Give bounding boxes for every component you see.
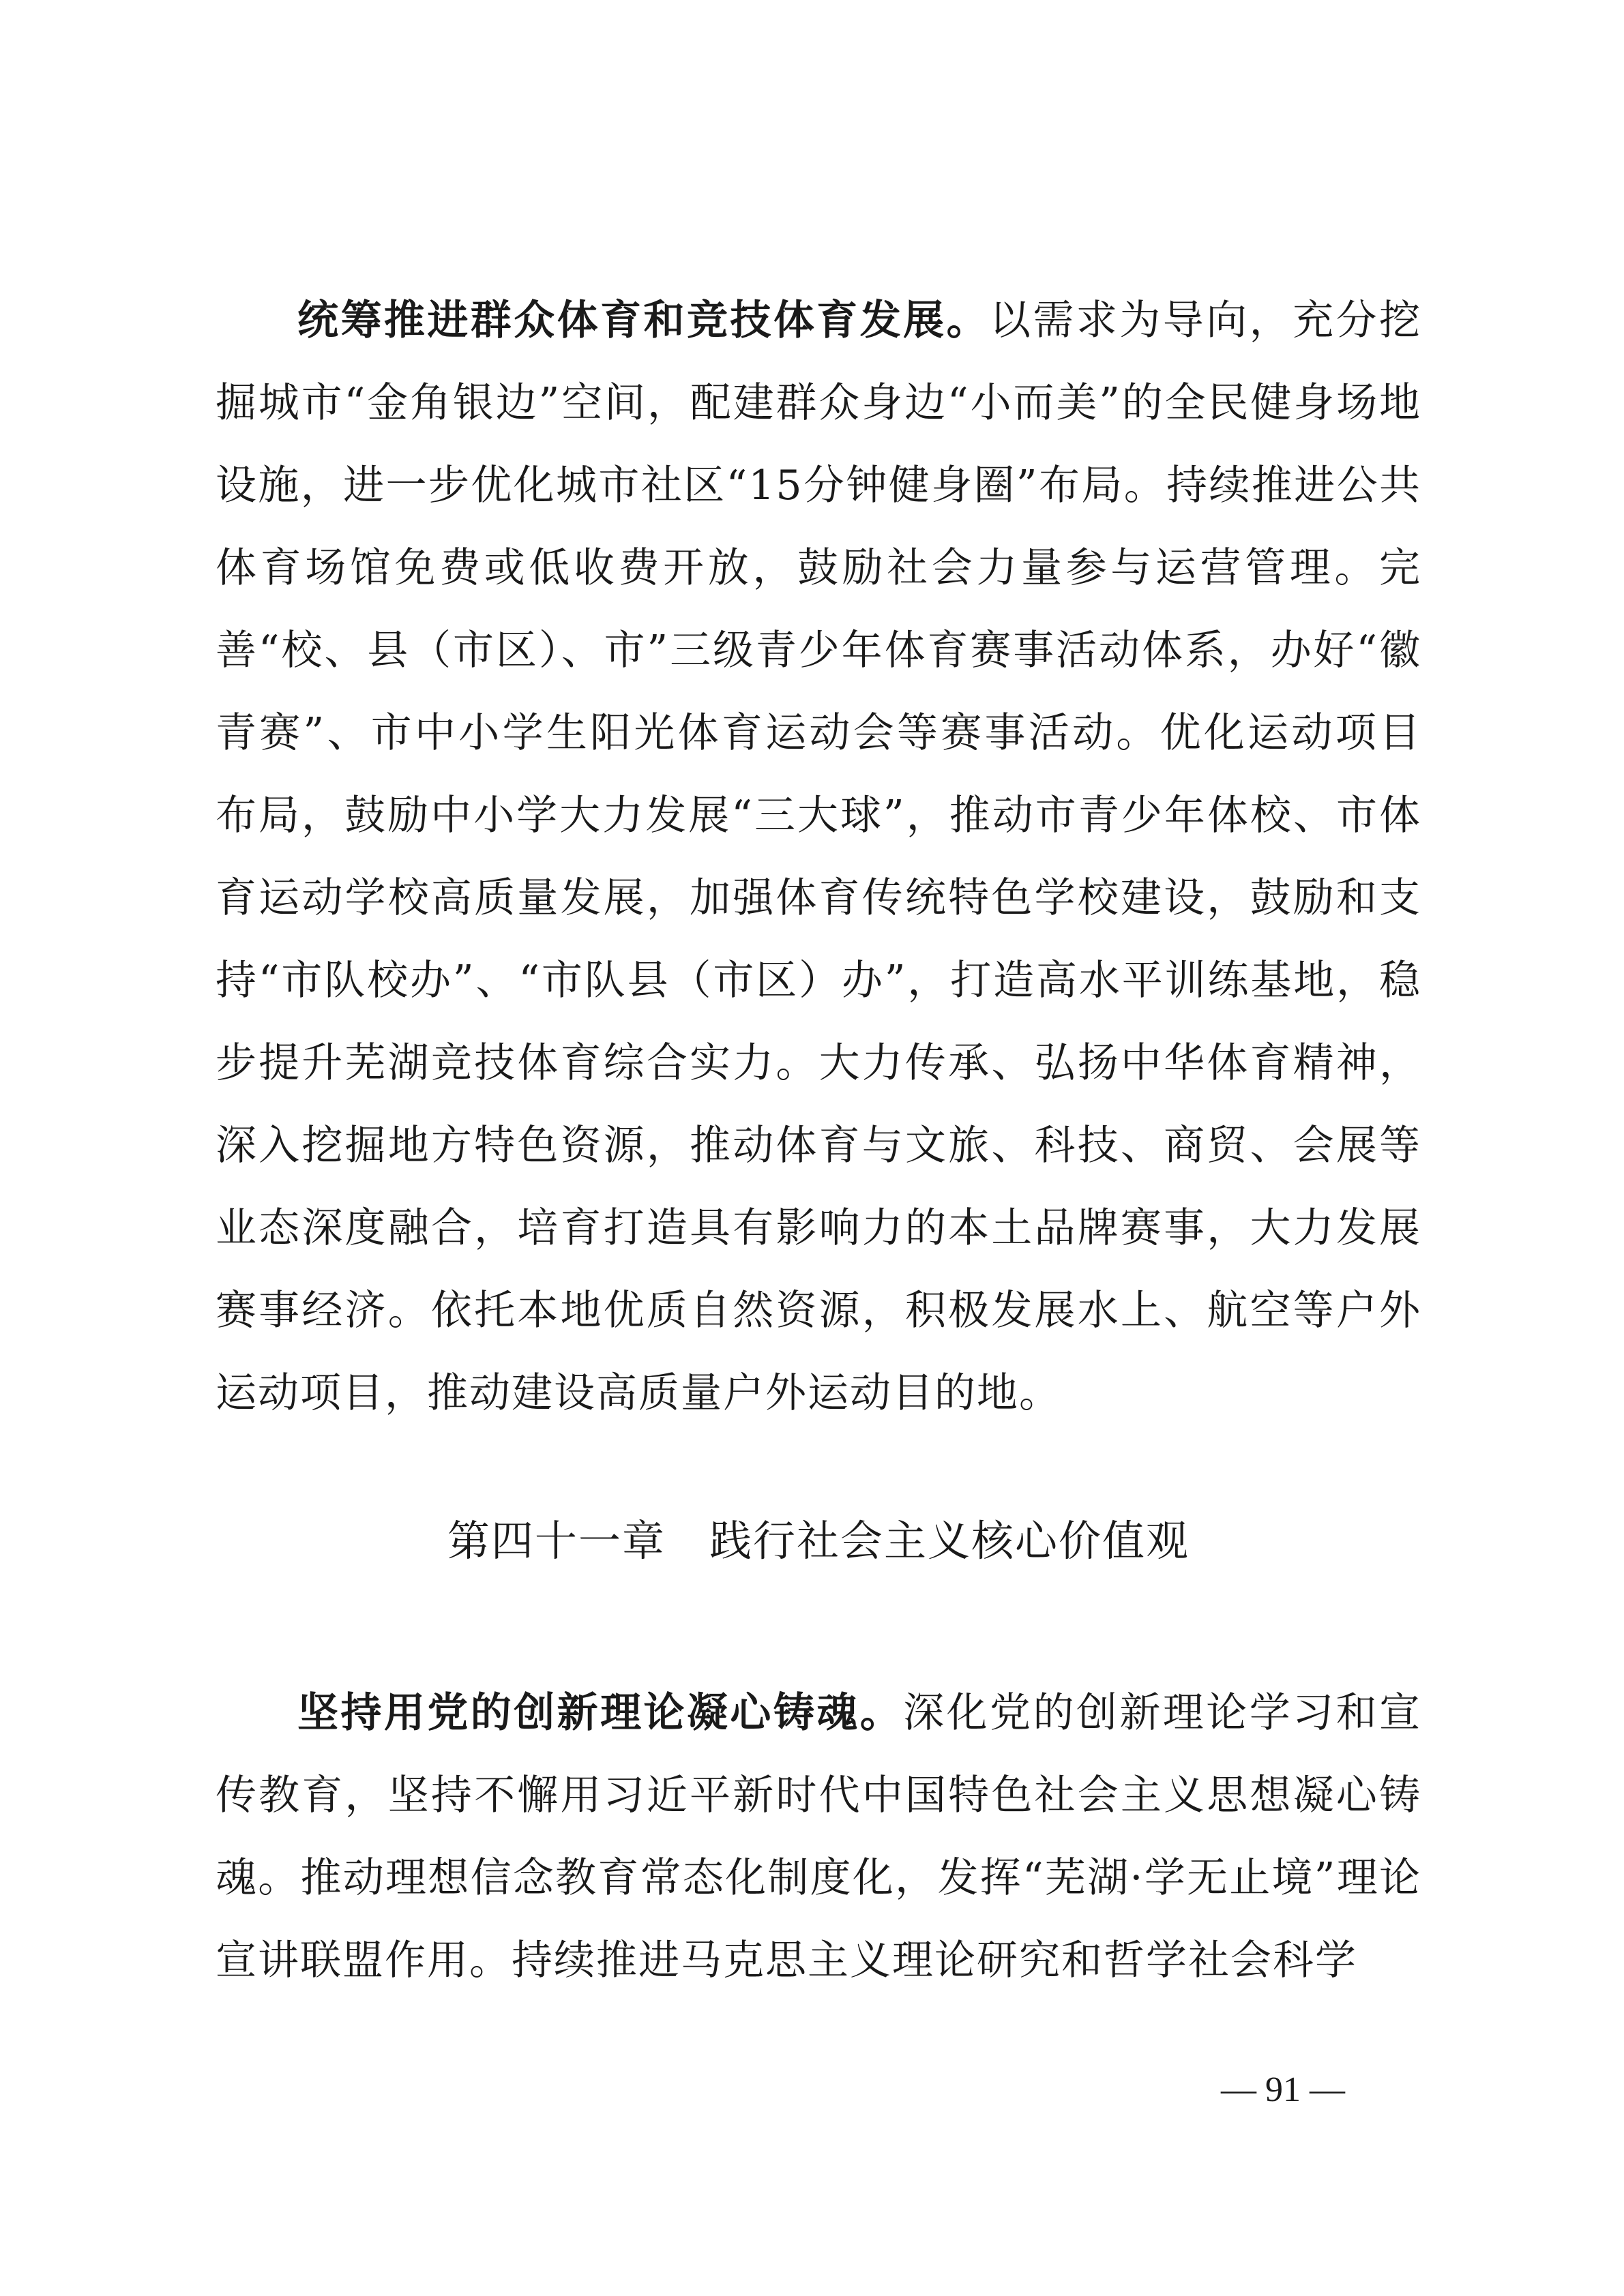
paragraph-lead-heading: 坚持用党的创新理论凝心铸魂。 (297, 1689, 904, 1737)
paragraph-party-theory (216, 1672, 1421, 2002)
page-number: — 91 — (1221, 2070, 1345, 2109)
paragraph (216, 1672, 1421, 2002)
paragraph-lead-heading: 统筹推进群众体育和竞技体育发展。 (297, 297, 990, 344)
paragraph-body: 以需求为导向，充分挖掘城市“金角银边”空间，配建群众身边“小而美”的全民健身场地设施，进一步优化城市社区“15分钟健身圈”布局。持续推进公共体育场馆免费或低收费开放，鼓励社会力量参与运营管理。完善“校、县（市区）、市”三级青少年体育赛事活动体系，办好“徽青赛”、市中小学生阳光体育运动会等赛事活动。优化运动项目布局，鼓励中小学大力发展“三大球”，推动市青少年体校、市体育运动学校高质量发展，加强体育传统特色学校建设，鼓励和支持“市队校办”、“市队县（市区）办”，打造高水平训练基地，稳步提升芜湖竞技体育综合实力。大力传承、弘扬中华体育精神，深入挖掘地方特色资源，推动体育与文旅、科技、商贸、会展等业态深度融合，培育打造具有影响力的本土品牌赛事，大力发展赛事经济。依托本地优质自然资源，积极发展水上、航空等户外运动项目，推动建设高质量户外运动目的地。 (216, 297, 1422, 1417)
chapter-title: 第四十一章 践行社会主义核心价值观 (447, 1516, 1190, 1566)
paragraph (216, 280, 1421, 1435)
paragraph-body: 深化党的创新理论学习和宣传教育，坚持不懈用习近平新时代中国特色社会主义思想凝心铸魂。推动理想信念教育常态化制度化，发挥“芜湖·学无止境”理论宣讲联盟作用。持续推进马克思主义理论研究和哲学社会科学 (216, 1689, 1422, 1984)
paragraph-sports-development (216, 280, 1421, 1435)
